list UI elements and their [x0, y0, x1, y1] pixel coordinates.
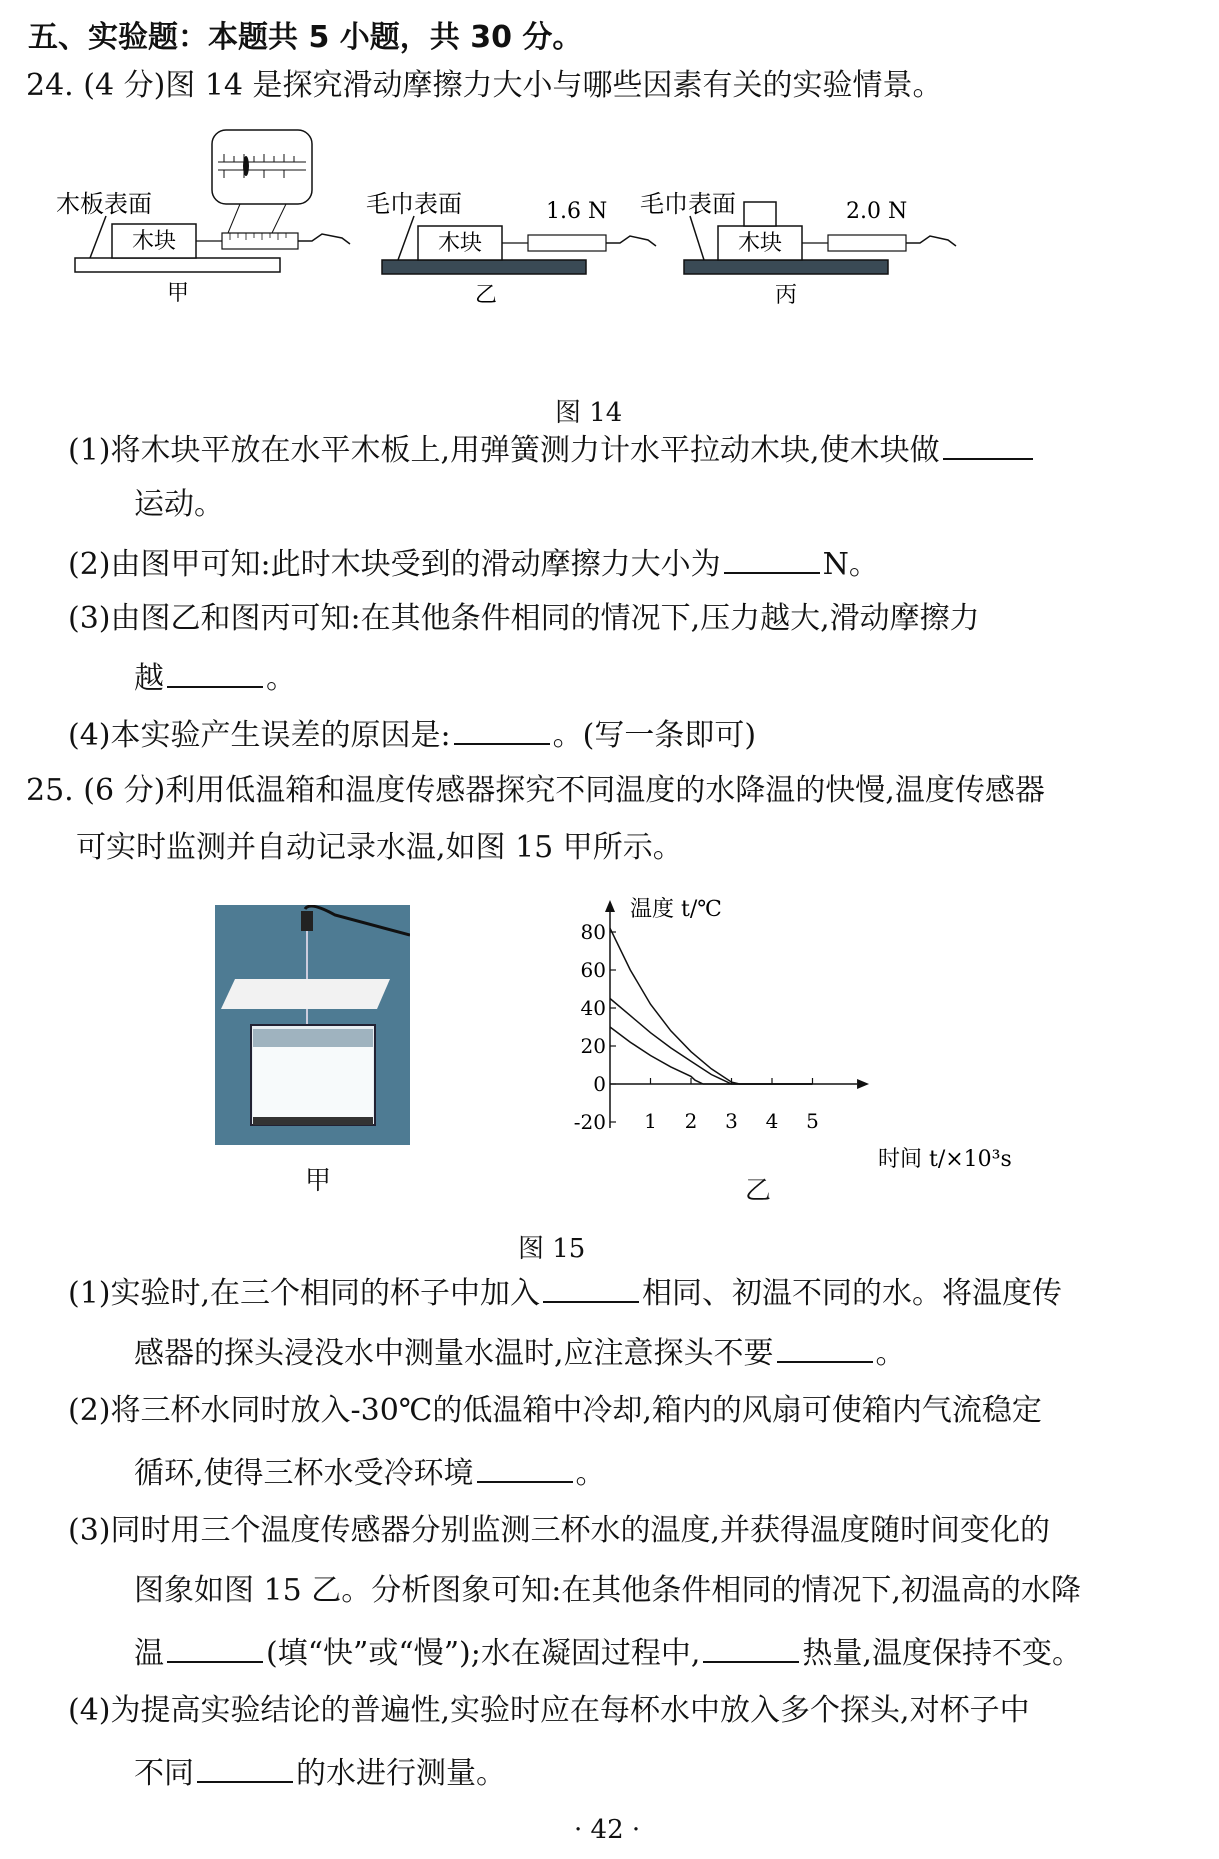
x-tick-label: 3 — [725, 1109, 738, 1133]
q25-part1-line1: (1)实验时,在三个相同的杯子中加入 相同、初温不同的水。将温度传 — [68, 1273, 1062, 1312]
panel-jia — [56, 130, 350, 306]
spring-scale-yi — [528, 235, 606, 251]
q25-part2-line1: (2)将三杯水同时放入-30℃的低温箱中冷却,箱内的风扇可使箱内气流稳定 — [68, 1393, 1042, 1428]
q25-part4-line2: 不同 的水进行测量。 — [134, 1753, 506, 1792]
block-label-jia: 木块 — [131, 229, 177, 254]
x-tick-label: 4 — [765, 1109, 779, 1133]
q25-part3-line2: 图象如图 15 乙。分析图象可知:在其他条件相同的情况下,初温高的水降 — [134, 1573, 1081, 1608]
y-tick-label: 80 — [580, 920, 606, 944]
fig15-caption: 图 15 — [518, 1234, 586, 1264]
q24-part4: (4)本实验产生误差的原因是: 。(写一条即可) — [68, 715, 756, 754]
page-number: · 42 · — [574, 1815, 641, 1845]
hand-jia — [298, 234, 350, 244]
q25-intro-line2: 可实时监测并自动记录水温,如图 15 甲所示。 — [76, 830, 683, 865]
q25-part2-line2: 循环,使得三杯水受冷环境 。 — [134, 1453, 606, 1492]
q24-part3-line2: 越 。 — [134, 658, 296, 697]
figure-14 — [50, 120, 990, 340]
magnified-dial — [212, 130, 312, 204]
x-tick-label: 2 — [684, 1109, 698, 1133]
surface-label-bing: 毛巾表面 — [640, 190, 736, 218]
q25-part4-line1: (4)为提高实验结论的普遍性,实验时应在每杯水中放入多个探头,对杯子中 — [68, 1693, 1030, 1728]
y-tick-label: 0 — [593, 1072, 606, 1096]
pointer — [243, 156, 249, 176]
panel-yi — [366, 190, 656, 308]
board-jia — [75, 258, 280, 272]
fig15-label-jia: 甲 — [305, 1166, 332, 1196]
reading-bing: 2.0 N — [846, 199, 908, 224]
panel-bing — [640, 190, 956, 308]
series-line-3 — [610, 1027, 813, 1084]
block-label-yi: 木块 — [437, 231, 483, 256]
spring-scale-bing — [828, 235, 906, 251]
block-label-bing: 木块 — [737, 231, 783, 256]
surface-label-jia: 木板表面 — [56, 190, 152, 218]
q24-part1-line1: (1)将木块平放在水平木板上,用弹簧测力计水平拉动木块,使木块做 — [68, 430, 1036, 469]
y-tick-label: 60 — [580, 958, 606, 982]
panel-label-bing: 丙 — [774, 283, 798, 308]
series-line-2 — [610, 999, 813, 1085]
panel-label-yi: 乙 — [474, 283, 498, 308]
q25-part1-line2: 感器的探头浸没水中测量水温时,应注意探头不要 。 — [134, 1333, 906, 1372]
spring-scale-jia — [222, 233, 298, 249]
q24-part3-line1: (3)由图乙和图丙可知:在其他条件相同的情况下,压力越大,滑动摩擦力 — [68, 601, 980, 636]
y-tick-label: 40 — [580, 996, 606, 1020]
y-axis-arrow — [605, 900, 615, 912]
q25-intro-line1: 25. (6 分)利用低温箱和温度传感器探究不同温度的水降温的快慢,温度传感器 — [26, 773, 1045, 808]
x-tick-label: 5 — [806, 1109, 819, 1133]
fig14-caption: 图 14 — [555, 398, 623, 428]
q24-intro: 24. (4 分)图 14 是探究滑动摩擦力大小与哪些因素有关的实验情景。 — [26, 68, 943, 103]
y-tick-label: -20 — [573, 1110, 606, 1134]
series-line-1 — [610, 928, 813, 1084]
fig15-label-yi: 乙 — [745, 1176, 772, 1206]
q25-part3-line1: (3)同时用三个温度传感器分别监测三杯水的温度,并获得温度随时间变化的 — [68, 1513, 1051, 1548]
q24-part1-line2: 运动。 — [134, 487, 224, 522]
x-tick-label: 1 — [644, 1109, 657, 1133]
x-axis-label: 时间 t/×10³s — [878, 1147, 1012, 1172]
y-axis-label: 温度 t/℃ — [630, 897, 722, 922]
panel-label-jia: 甲 — [166, 281, 190, 306]
x-axis-arrow — [857, 1079, 869, 1089]
reading-yi: 1.6 N — [546, 199, 608, 224]
board-bing — [684, 260, 888, 274]
section-title: 五、实验题：本题共 5 小题，共 30 分。 — [28, 20, 583, 55]
figure-15-jia-photo — [215, 905, 410, 1145]
q25-part3-line3: 温 (填“快”或“慢”);水在凝固过程中, 热量,温度保持不变。 — [134, 1633, 1082, 1672]
y-tick-label: 20 — [580, 1034, 606, 1058]
surface-label-yi: 毛巾表面 — [366, 190, 462, 218]
board-yi — [382, 260, 586, 274]
weight-bing — [744, 202, 776, 226]
q24-part2: (2)由图甲可知:此时木块受到的滑动摩擦力大小为 N。 — [68, 544, 879, 583]
figure-15-yi-chart — [560, 890, 1040, 1190]
